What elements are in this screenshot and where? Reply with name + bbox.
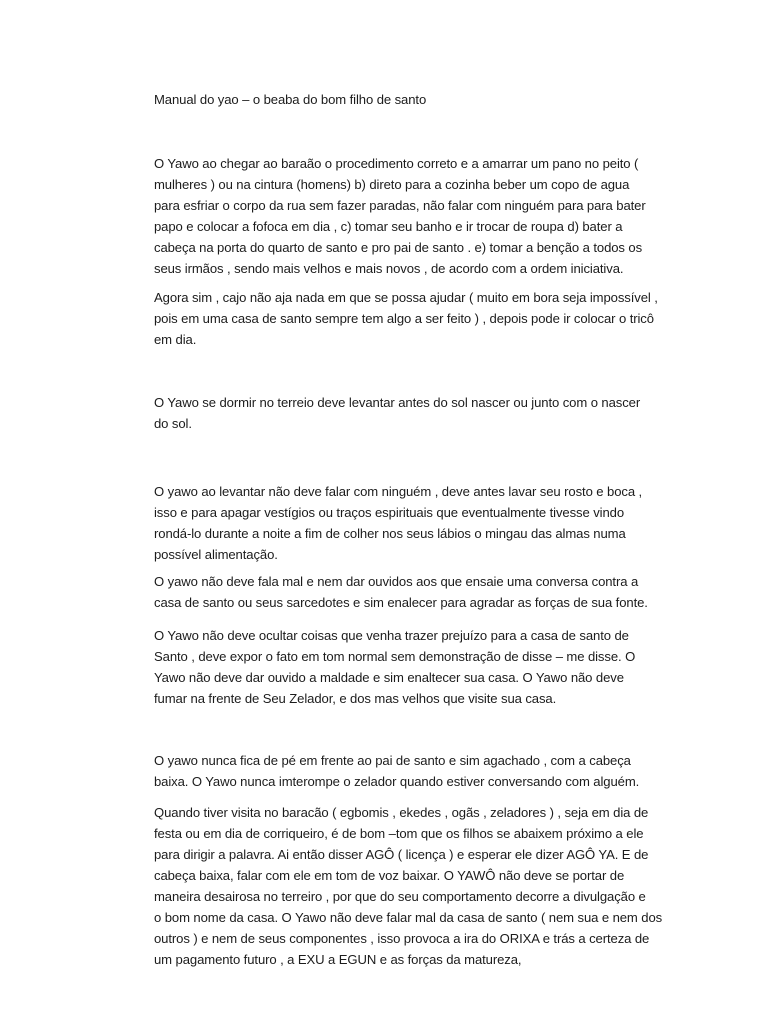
paragraph-line: O yawo não deve fala mal e nem dar ouvidos aos que ensaie uma conversa contra a [154,574,639,589]
paragraph-6 [154,625,668,709]
paragraph-4 [154,481,668,565]
paragraph-line: em dia. [154,332,197,347]
document-title: Manual do yao – o beaba do bom filho de santo [154,92,427,107]
paragraph-line: Agora sim , cajo não aja nada em que se possa ajudar ( muito em bora seja impossível , [154,290,658,305]
paragraph-line: do sol. [154,416,192,431]
paragraph-line: Santo , deve expor o fato em tom normal sem demonstração de disse – me disse. O [154,649,636,664]
paragraph-line: isso e para apagar vestígios ou traços espirituais que eventualmente tivesse vindo [154,505,624,520]
paragraph-line: O yawo ao levantar não deve falar com ninguém , deve antes lavar seu rosto e boca , [154,484,643,499]
paragraph-line: fumar na frente de Seu Zelador, e dos mas velhos que visite sua casa. [154,691,557,706]
paragraph-line: para dirigir a palavra. Ai então disser AGÔ ( licença ) e esperar ele dizer AGÔ YA. E de [154,847,649,862]
paragraph-line: cabeça baixa, falar com ele em tom de voz baixar. O YAWÔ não deve se portar de [154,868,625,883]
paragraph-line: O Yawo se dormir no terreio deve levantar antes do sol nascer ou junto com o nascer [154,395,641,410]
paragraph-line: papo e colocar a fofoca em dia , c) tomar seu banho e ir trocar de roupa d) bater a [154,219,623,234]
paragraph-line: Yawo não deve dar ouvido a maldade e sim enaltecer sua casa. O Yawo não deve [154,670,624,685]
paragraph-line: O yawo nunca fica de pé em frente ao pai de santo e sim agachado , com a cabeça [154,753,631,768]
paragraph-line: o bom nome da casa. O Yawo não deve falar mal da casa de santo ( nem sua e nem dos [154,910,663,925]
paragraph-line: cabeça na porta do quarto de santo e pro pai de santo . e) tomar a benção a todos os [154,240,643,255]
paragraph-line: rondá-lo durante a noite a fim de colher nos seus lábios o mingau das almas numa [154,526,626,541]
paragraph-3 [154,392,668,434]
paragraph-line: O Yawo ao chegar ao baraão o procedimento correto e a amarrar um pano no peito ( [154,156,639,171]
paragraph-line: festa ou em dia de corriqueiro, é de bom –tom que os filhos se abaixem próximo a ele [154,826,644,841]
paragraph-line: baixa. O Yawo nunca imterompe o zelador quando estiver conversando com alguém. [154,774,640,789]
paragraph-8 [154,802,668,970]
paragraph-2 [154,287,668,350]
paragraph-line: casa de santo ou seus sarcedotes e sim enalecer para agradar as forças de sua fonte. [154,595,648,610]
paragraph-line: pois em uma casa de santo sempre tem algo a ser feito ) , depois pode ir colocar o tricô [154,311,654,326]
paragraph-line: possível alimentação. [154,547,278,562]
paragraph-line: Quando tiver visita no baracão ( egbomis , ekedes , ogãs , zeladores ) , seja em dia de [154,805,649,820]
paragraph-line: O Yawo não deve ocultar coisas que venha trazer prejuízo para a casa de santo de [154,628,629,643]
paragraph-5 [154,571,668,613]
paragraph-line: um pagamento futuro , a EXU a EGUN e as forças da matureza, [154,952,522,967]
paragraph-line: mulheres ) ou na cintura (homens) b) direto para a cozinha beber um copo de agua [154,177,630,192]
paragraph-line: seus irmãos , sendo mais velhos e mais novos , de acordo com a ordem iniciativa. [154,261,624,276]
paragraph-7 [154,750,668,792]
paragraph-1 [154,153,668,279]
paragraph-line: outros ) e nem de seus componentes , isso provoca a ira do ORIXA e trás a certeza de [154,931,650,946]
paragraph-line: maneira desairosa no terreiro , por que do seu comportamento decorre a divulgação e [154,889,646,904]
paragraph-line: para esfriar o corpo da rua sem fazer paradas, não falar com ninguém para para bater [154,198,646,213]
